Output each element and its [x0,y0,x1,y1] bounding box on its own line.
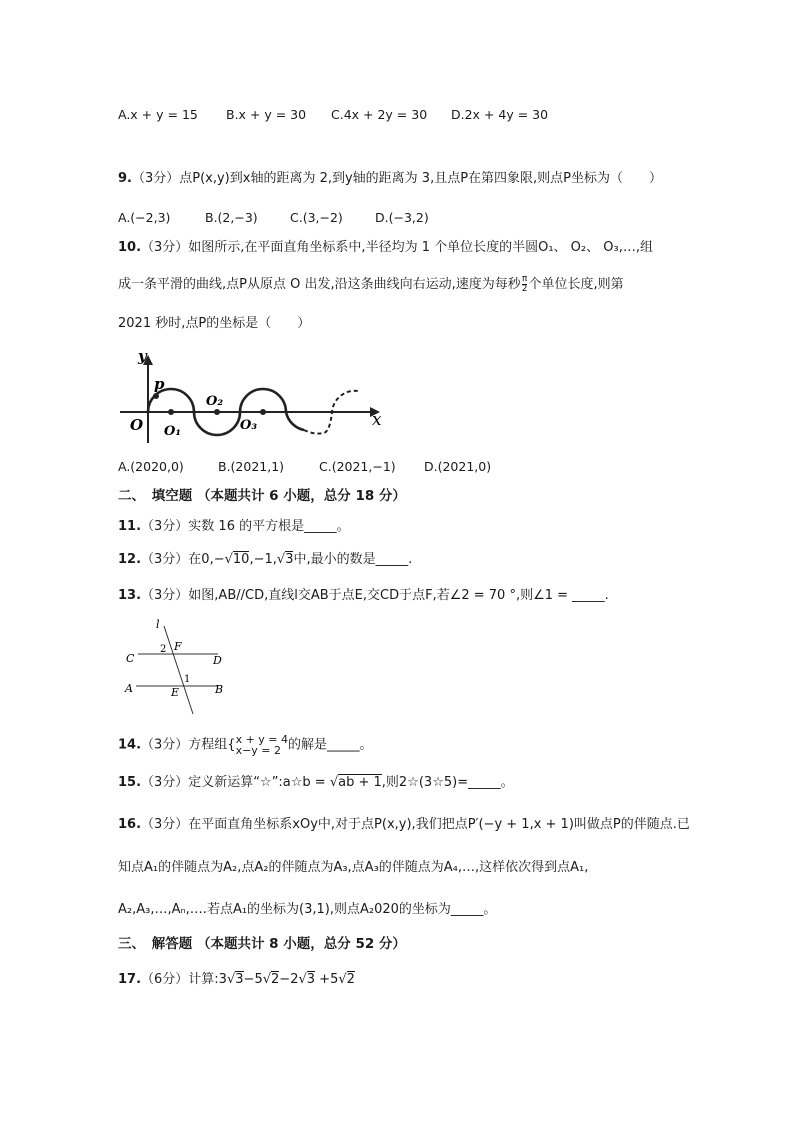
radicand: 2 [346,972,355,987]
question-11 [118,518,350,536]
radicand: 2 [271,972,280,987]
sqrt-sign: √ [338,972,347,987]
question-14-number: 14. [118,737,142,753]
label-angle-1: 1 [184,674,191,685]
fraction-numerator: π [521,274,528,284]
question-12-text-post: 中,最小的数是_____. [293,552,413,567]
q10-option-c: C.(2021,−1) [319,459,396,474]
question-17-text-pre: （6分）计算:3 [141,972,227,987]
question-10-line-2 [118,275,624,294]
question-10-text-2b: 个单位长度,则第 [528,277,624,292]
center-o2-dot [214,409,220,415]
q8-option-b: B.x + y = 30 [226,107,307,122]
label-e: E [171,686,180,699]
question-16-text-1: （3分）在平面直角坐标系xOy中,对于点P(x,y),我们把点P′(−y + 1,x + 1)叫做点P的伴随点.已 [141,817,690,832]
q9-option-b: B.(2,−3) [205,210,258,225]
q10-option-b: B.(2021,1) [218,459,285,474]
o1-label: O₁ [164,424,182,439]
equation-2: x−y = 2 [235,744,282,757]
label-f: F [174,640,182,653]
question-14-text-pre: （3分）方程组{ [141,737,236,753]
radicand-10: 10 [232,552,250,567]
operator: +5 [315,972,339,987]
sqrt-sign: √ [276,552,286,567]
question-16-number: 16. [118,817,142,832]
section-3-heading: 三、 解答题 （本题共计 8 小题，总分 52 分） [118,936,406,952]
question-15-text-pre: （3分）定义新运算“☆”:a☆b = [141,775,330,790]
point-p-dot [153,393,159,399]
question-12-text-mid: ,−1, [249,552,277,567]
q10-option-d: D.(2021,0) [424,459,492,474]
q9-option-a: A.(−2,3) [118,210,171,225]
label-angle-2: 2 [160,644,167,655]
question-13 [118,587,609,605]
center-o3-dot [260,409,266,415]
question-12-number: 12. [118,552,142,567]
y-axis-label: y [138,347,147,365]
question-13-text: （3分）如图,AB//CD,直线l交AB于点E,交CD于点F,若∠2 = 70 °,则∠1 = _____. [141,588,609,603]
operator: −5 [243,972,263,987]
q8-option-d: D.2x + 4y = 30 [451,107,549,122]
q9-option-c: C.(3,−2) [290,210,343,225]
center-o1-dot [168,409,174,415]
sqrt-sign: √ [262,972,272,987]
sqrt-sign: √ [329,775,339,790]
section-2-heading: 二、 填空题 （本题共计 6 小题，总分 18 分） [118,488,406,504]
label-c: C [126,652,135,665]
label-l: l [156,618,160,631]
x-axis-label: x [372,410,382,430]
label-a: A [125,682,133,695]
operator: −2 [279,972,299,987]
q8-option-a: A.x + y = 15 [118,107,198,122]
question-10-text-1: （3分）如图所示,在平面直角坐标系中,半径均为 1 个单位长度的半圆O₁、 O₂、 O₃,…,组 [141,240,653,255]
radicand: 3 [306,972,316,987]
fraction-denominator: 2 [521,284,528,294]
question-14 [118,734,373,756]
q10-option-a: A.(2020,0) [118,459,184,474]
radicand-ab-plus-1: ab + 1 [338,775,382,790]
o2-label: O₂ [206,394,224,409]
question-10-line-1 [118,239,653,257]
question-16-line-3: A₂,A₃,…,Aₙ,….若点A₁的坐标为(3,1),则点A₂020的坐标为_____。 [118,902,497,917]
q9-option-d: D.(−3,2) [375,210,429,225]
question-15-number: 15. [118,775,142,790]
radicand-3: 3 [285,552,294,567]
question-9-text: （3分）点P(x,y)到x轴的距离为 2,到y轴的距离为 3,且点P在第四象限,则点P坐标为（ ） [131,171,663,186]
question-15-text-post: ,则2☆(3☆5)=_____。 [381,775,514,790]
origin-label: O [130,416,144,434]
semicircle-curve-figure [118,347,388,447]
question-15 [118,774,514,792]
equation-1: x + y = 4 [235,733,289,746]
question-10-line-3: 2021 秒时,点P的坐标是（ ） [118,316,311,331]
sqrt-sign: √ [224,552,233,567]
question-13-number: 13. [118,588,142,603]
label-b: B [215,683,224,696]
q8-option-c: C.4x + 2y = 30 [331,107,428,122]
question-11-number: 11. [118,519,142,534]
question-12-text-pre: （3分）在0,− [141,552,225,567]
question-10-text-2a: 成一条平滑的曲线,点P从原点 O 出发,沿这条曲线向右运动,速度为每秒 [118,277,521,292]
sqrt-sign: √ [298,972,307,987]
question-17 [118,971,355,989]
label-d: D [213,654,222,667]
o3-label: O₃ [240,418,258,433]
point-p-label: p [154,375,165,393]
equation-system [236,734,288,756]
question-10-number: 10. [118,240,142,255]
radicand: 3 [235,972,244,987]
question-9-number: 9. [118,171,132,186]
question-12 [118,551,412,569]
question-16-line-1 [118,816,690,834]
question-9 [118,170,662,188]
sqrt-sign: √ [226,972,236,987]
question-11-text: （3分）实数 16 的平方根是_____。 [141,519,350,534]
question-14-text-post: 的解是_____。 [288,737,373,753]
parallel-lines-figure [118,616,238,716]
question-17-number: 17. [118,972,142,987]
fraction-pi-over-2 [522,275,528,294]
question-16-line-2: 知点A₁的伴随点为A₂,点A₂的伴随点为A₃,点A₃的伴随点为A₄,…,这样依次得到点A₁, [118,860,589,875]
